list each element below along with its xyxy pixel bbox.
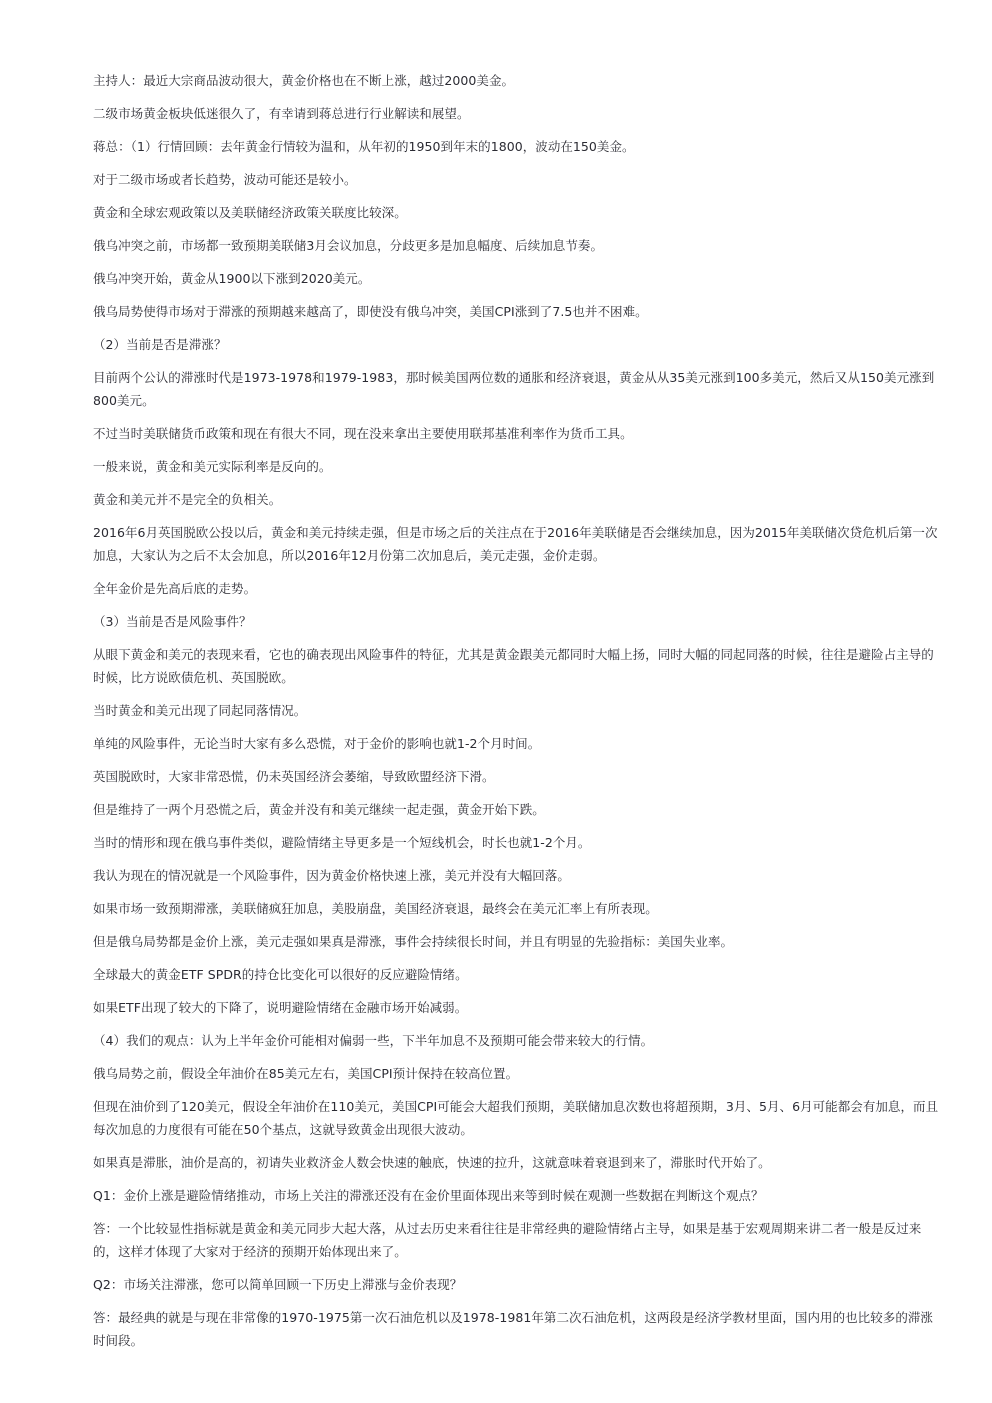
paragraph: 英国脱欧时，大家非常恐慌，仍未英国经济会萎缩，导致欧盟经济下滑。 (93, 769, 495, 784)
paragraph: 全年金价是先高后底的走势。 (93, 581, 257, 596)
paragraph: 不过当时美联储货币政策和现在有很大不同，现在没来拿出主要使用联邦基准利率作为货币工具。 (93, 426, 633, 441)
paragraph: 从眼下黄金和美元的表现来看，它也的确表现出风险事件的特征，尤其是黄金跟美元都同时大幅上扬，同时大幅的同起同落的时候，往往是避险占主导的时候，比方说欧债危机、英国脱欧。 (93, 647, 934, 685)
paragraph: 但是维持了一两个月恐慌之后，黄金并没有和美元继续一起走强，黄金开始下跌。 (93, 802, 545, 817)
paragraph: 但是俄乌局势都是金价上涨，美元走强如果真是滞涨，事件会持续很长时间，并且有明显的先验指标：美国失业率。 (93, 934, 734, 949)
question: Q1：金价上涨是避险情绪推动，市场上关注的滞涨还没有在金价里面体现出来等到时候在观测一些数据在判断这个观点？ (93, 1188, 764, 1203)
answer: 答：一个比较显性指标就是黄金和美元同步大起大落，从过去历史来看往往是非常经典的避险情绪占主导，如果是基于宏观周期来讲二者一般是反过来的，这样才体现了大家对于经济的预期开始体现出来了。 (93, 1221, 922, 1259)
section-heading: （3）当前是否是风险事件？ (93, 614, 252, 629)
paragraph: 如果真是滞胀，油价是高的，初请失业救济金人数会快速的触底，快速的拉升，这就意味着衰退到来了，滞胀时代开始了。 (93, 1155, 771, 1170)
paragraph: 当时黄金和美元出现了同起同落情况。 (93, 703, 307, 718)
section-heading: （4）我们的观点：认为上半年金价可能相对偏弱一些，下半年加息不及预期可能会带来较大的行情。 (93, 1033, 654, 1048)
paragraph: 当时的情形和现在俄乌事件类似，避险情绪主导更多是一个短线机会，时长也就1-2个月。 (93, 835, 591, 850)
paragraph: 2016年6月英国脱欧公投以后，黄金和美元持续走强，但是市场之后的关注点在于2016年美联储是否会继续加息，因为2015年美联储次贷危机后第一次加息，大家认为之后不太会加息，所以2016年12月份第二次加息后，美元走强，金价走弱。 (93, 525, 938, 563)
paragraph: 蒋总：（1）行情回顾：去年黄金行情较为温和，从年初的1950到年末的1800，波动在150美金。 (93, 139, 635, 154)
paragraph: 如果市场一致预期滞涨，美联储疯狂加息，美股崩盘，美国经济衰退，最终会在美元汇率上有所表现。 (93, 901, 658, 916)
section-heading: （2）当前是否是滞涨？ (93, 337, 227, 352)
question: Q2：市场关注滞涨，您可以简单回顾一下历史上滞涨与金价表现？ (93, 1277, 463, 1292)
paragraph: 黄金和全球宏观政策以及美联储经济政策关联度比较深。 (93, 205, 407, 220)
paragraph: 俄乌冲突开始，黄金从1900以下涨到2020美元。 (93, 271, 371, 286)
answer: 答：最经典的就是与现在非常像的1970-1975第一次石油危机以及1978-1981年第二次石油危机，这两段是经济学教材里面，国内用的也比较多的滞涨时间段。 (93, 1310, 933, 1348)
paragraph: 一般来说，黄金和美元实际利率是反向的。 (93, 459, 332, 474)
paragraph: 黄金和美元并不是完全的负相关。 (93, 492, 282, 507)
paragraph: 如果ETF出现了较大的下降了，说明避险情绪在金融市场开始减弱。 (93, 1000, 468, 1015)
paragraph: 俄乌冲突之前，市场都一致预期美联储3月会议加息，分歧更多是加息幅度、后续加息节奏。 (93, 238, 604, 253)
paragraph: 二级市场黄金板块低迷很久了，有幸请到蒋总进行行业解读和展望。 (93, 106, 470, 121)
paragraph: 俄乌局势使得市场对于滞涨的预期越来越高了，即使没有俄乌冲突，美国CPI涨到了7.5也并不困难。 (93, 304, 648, 319)
paragraph: 对于二级市场或者长趋势，波动可能还是较小。 (93, 172, 357, 187)
paragraph: 俄乌局势之前，假设全年油价在85美元左右，美国CPI预计保持在较高位置。 (93, 1066, 519, 1081)
paragraph: 主持人：最近大宗商品波动很大，黄金价格也在不断上涨，越过2000美金。 (93, 73, 515, 88)
paragraph: 但现在油价到了120美元，假设全年油价在110美元，美国CPI可能会大超我们预期，美联储加息次数也将超预期，3月、5月、6月可能都会有加息，而且每次加息的力度很有可能在50个基点，这就导致黄金出现很大波动。 (93, 1099, 939, 1137)
paragraph: 单纯的风险事件，无论当时大家有多么恐慌，对于金价的影响也就1-2个月时间。 (93, 736, 541, 751)
paragraph: 我认为现在的情况就是一个风险事件，因为黄金价格快速上涨，美元并没有大幅回落。 (93, 868, 570, 883)
paragraph: 全球最大的黄金ETF SPDR的持仓比变化可以很好的反应避险情绪。 (93, 967, 468, 982)
paragraph: 目前两个公认的滞涨时代是1973-1978和1979-1983，那时候美国两位数的通胀和经济衰退，黄金从从35美元涨到100多美元，然后又从150美元涨到800美元。 (93, 370, 935, 408)
